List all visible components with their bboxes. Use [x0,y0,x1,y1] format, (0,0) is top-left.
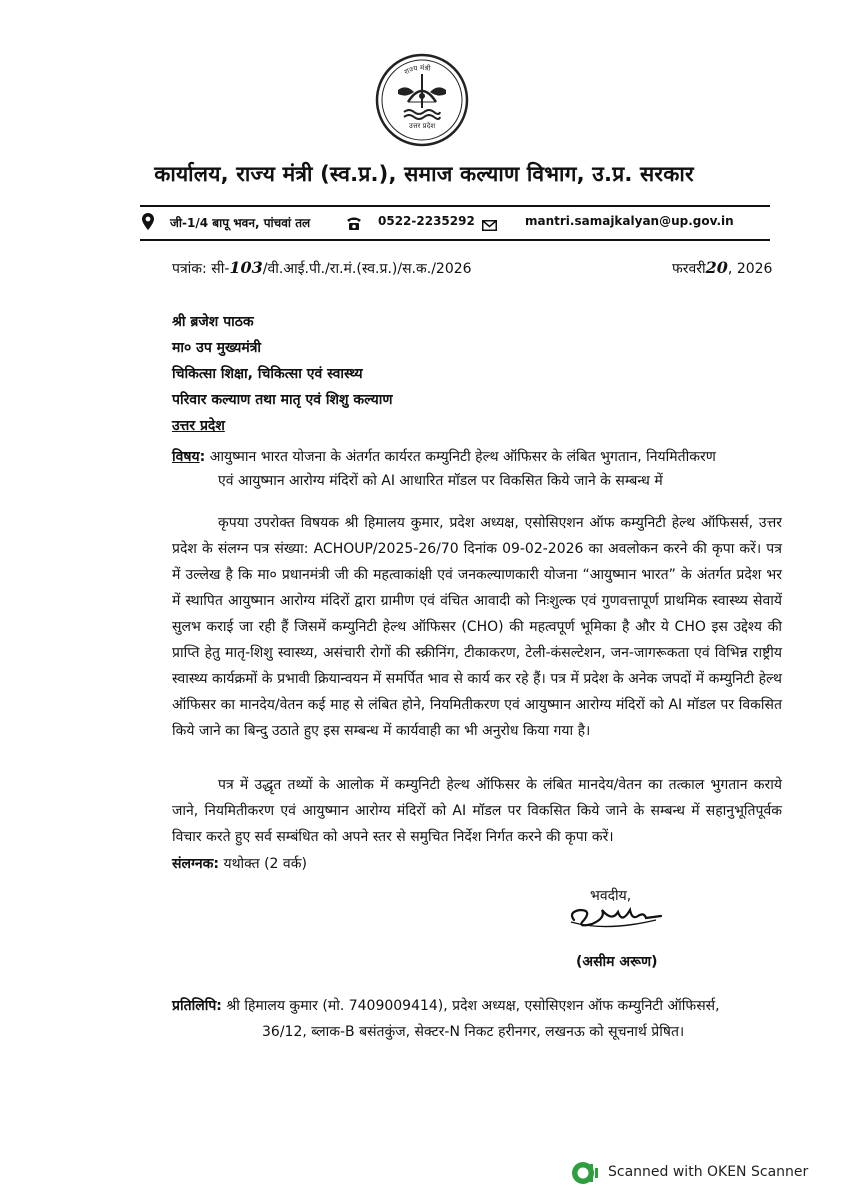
envelope-icon [482,216,497,235]
addressee-department-1: चिकित्सा शिक्षा, चिकित्सा एवं स्वास्थ्य [172,366,363,382]
copy-line-1 [172,996,720,1015]
office-title: कार्यालय, राज्य मंत्री (स्व.प्र.), समाज कल्याण विभाग, उ.प्र. सरकार [154,162,694,186]
copy-text-1: श्री हिमालय कुमार (मो. 7409009414), प्रदेश अध्यक्ष, एसोसिएशन ऑफ कम्युनिटी ऑफिसर्स, [226,998,720,1014]
closing-salutation: भवदीय, [590,888,632,904]
addressee-name: श्री ब्रजेश पाठक [172,314,254,330]
signature [566,898,686,942]
copy-label: प्रतिलिपि: [172,998,222,1014]
reference-suffix: /वी.आई.पी./रा.मं.(स्व.प्र.)/स.क./2026 [262,261,472,277]
signatory-name: (असीम अरूण) [576,954,658,970]
emblem-top-text: राज्य मंत्री [403,63,431,77]
subject-text-2: एवं आयुष्मान आरोग्य मंदिरों को AI आधारित मॉडल पर विकसित किये जाने के सम्बन्ध में [218,473,663,489]
reference-number [172,258,472,278]
body-paragraph-1: कृपया उपरोक्त विषयक श्री हिमालय कुमार, प्रदेश अध्यक्ष, एसोसिएशन ऑफ कम्युनिटी हेल्थ ऑफिसर्स, उत्तर प्रदेश के संलग्न पत्र संख्या: ACHOUP/2025-26/70 दिनांक 09-02-2026 का अवलोकन करने की कृपा करें। पत्र में उल्लेख है कि मा० प्रधानमंत्री जी की महत्वाकांक्षी एवं जनकल्याणकारी योजना “आयुष्मान भारत” के अंतर्गत प्रदेश भर में स्थापित आयुष्मान आरोग्य मंदिरों द्वारा ग्रामीण एवं वंचित आवादी को निःशुल्क एवं गुणवत्तापूर्ण प्राथमिक स्वास्थ्य सेवायें सुलभ कराई जा रही हैं जिसमें कम्युनिटी हेल्थ ऑफिसर (CHO) की महत्वपूर्ण भूमिका है और ये CHO इस उद्देश्य की प्राप्ति हेतु मातृ-शिशु स्वास्थ्य, असंचारी रोगों की स्क्रीनिंग, टीकाकरण, टेली-कंसल्टेशन, जन-जागरूकता एवं विभिन्न राष्ट्रीय स्वास्थ्य कार्यक्रमों के प्रभावी क्रियान्वयन में समर्पित भाव से कार्य कर रहे हैं। पत्र में प्रदेश के अनेक जपदों में कम्युनिटी हेल्थ ऑफिसर का मानदेय/वेतन कई माह से लंबित होने, नियमितीकरण एवं आयुष्मान आरोग्य मंदिरों को AI मॉडल पर विकसित किये जाने का बिन्दु उठाते हुए इस सम्बन्ध में कार्यवाही का भी अनुरोध किया गया है। [172,515,782,739]
body-paragraph-2: पत्र में उद्धृत तथ्यों के आलोक में कम्युनिटी हेल्थ ऑफिसर के लंबित मानदेय/वेतन का तत्काल भुगतान कराये जाने, नियमितीकरण एवं आयुष्मान आरोग्य मंदिरों को AI मॉडल पर विकसित किये जाने के सम्बन्ध में सहानुभूतिपूर्वक विचार करते हुए सर्व सम्बंधित को अपने स्तर से समुचित निर्देश निर्गत करने की कृपा करें। [172,777,782,845]
oken-scanner-logo-icon [570,1160,602,1186]
contact-email[interactable]: mantri.samajkalyan@up.gov.in [525,214,734,228]
emblem-seal-icon [374,50,470,150]
addressee-department-2: परिवार कल्याण तथा मातृ एवं शिशु कल्याण [172,392,393,408]
location-pin-icon [142,213,154,234]
emblem-bottom-text: उत्तर प्रदेश [408,122,436,130]
reference-prefix: पत्रांक: सी- [172,261,230,277]
subject-colon: : [199,449,206,465]
enclosure-label: संलग्नक: [172,856,220,872]
scanner-text: Scanned with OKEN Scanner [608,1164,809,1180]
subject-label: विषय [172,449,200,465]
enclosure-text: यथोक्त (2 वर्क) [223,856,307,872]
contact-address: जी-1/4 बापू भवन, पांचवां तल [170,216,311,230]
date-day-handwritten: 20 [705,258,728,277]
contact-phone: 0522-2235292 [378,214,475,228]
reference-handwritten-number: 103 [229,258,263,277]
contact-bar [140,205,770,241]
addressee-state: उत्तर प्रदेश [172,418,225,434]
state-emblem [374,50,470,150]
copy-text-2: 36/12, ब्लाक-B बसंतकुंज, सेक्टर-N निकट हरीनगर, लखनऊ को सूचनार्थ प्रेषित। [262,1024,685,1040]
scanner-watermark [570,1158,840,1188]
addressee-designation: मा० उप मुख्यमंत्री [172,340,262,356]
date-year: , 2026 [727,261,773,277]
letter-date [672,258,772,278]
date-month: फरवरी [672,261,706,277]
contact-bar-bottom-rule [140,239,770,241]
contact-bar-top-rule [140,205,770,207]
subject-text-1: आयुष्मान भारत योजना के अंतर्गत कार्यरत कम्युनिटी हेल्थ ऑफिसर के लंबित भुगतान, नियमितीकरण [209,449,716,465]
subject-line-1 [172,447,716,466]
telephone-icon [346,215,362,234]
enclosure [172,854,307,873]
